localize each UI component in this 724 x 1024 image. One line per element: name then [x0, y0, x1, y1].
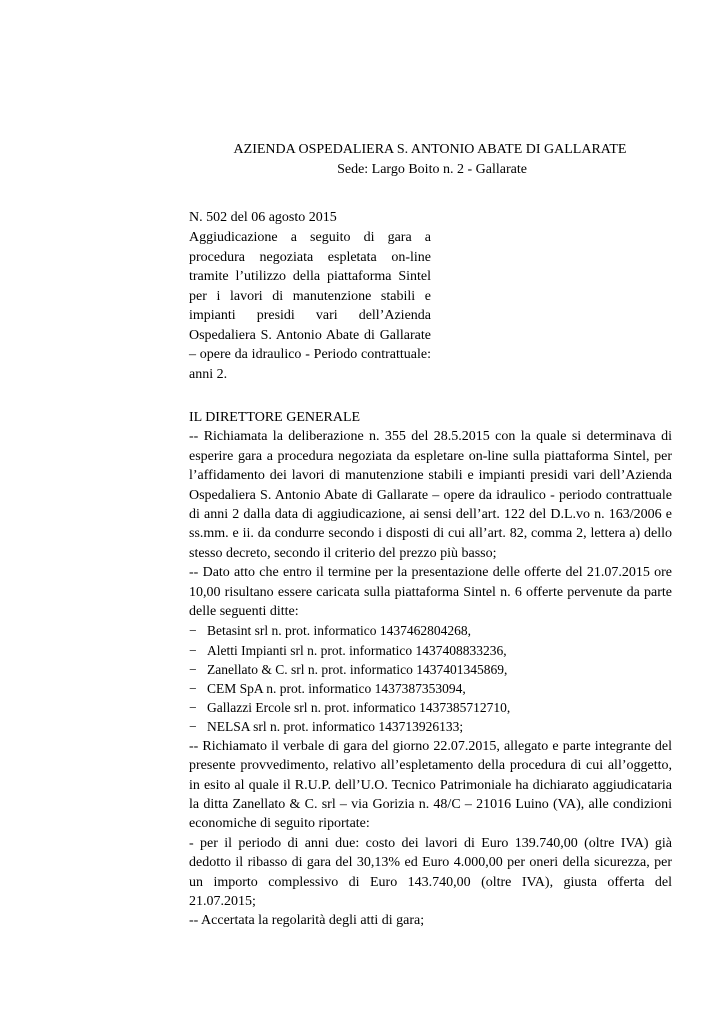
list-item: [189, 679, 672, 698]
hospital-address: Sede: Largo Boito n. 2 - Gallarate: [337, 162, 527, 177]
document-header: [0, 140, 724, 180]
companies-list: [189, 621, 672, 736]
list-marker: −: [189, 642, 197, 658]
list-item: [189, 641, 672, 660]
company-entry: Aletti Impianti srl n. prot. informatico 1437408833236,: [207, 642, 507, 658]
list-marker: −: [189, 700, 197, 716]
company-entry: CEM SpA n. prot. informatico 1437387353094,: [207, 681, 466, 697]
list-marker: −: [189, 661, 197, 677]
list-item: [189, 660, 672, 679]
act-number: N. 502 del 06 agosto 2015: [189, 210, 337, 225]
company-entry: Gallazzi Ercole srl n. prot. informatico 1437385712710,: [207, 700, 511, 716]
hospital-name: AZIENDA OSPEDALIERA S. ANTONIO ABATE DI GALLARATE: [233, 142, 627, 157]
list-item: [189, 621, 672, 640]
company-entry: NELSA srl n. prot. informatico 143713926133;: [207, 719, 464, 735]
list-marker: −: [189, 719, 197, 735]
company-entry: Betasint srl n. prot. informatico 1437462804268,: [207, 623, 471, 639]
act-subject: Aggiudicazione a seguito di gara a procedura negoziata espletata on-line tramite l’utilizzo della piattaforma Sintel per i lavori di manutenzione stabili e impianti presidi vari dell’Azienda Ospedaliera S. Antonio Abate di Gallarate – opere da idraulico - Periodo contrattuale: anni 2.: [189, 230, 431, 382]
list-marker: −: [189, 681, 197, 697]
paragraph-tender-report: -- Richiamato il verbale di gara del giorno 22.07.2015, allegato e parte integrante del presente provvedimento, relativo all’espletamento della procedura di cui all’oggetto, in esito al quale il R.U.P. dell’U.O. Tecnico Patrimoniale ha dichiarato aggiudicataria la ditta Zanellato & C. srl – via Gorizia n. 48/C – 21016 Luino (VA), alle condizioni economiche di seguito riportate:: [189, 738, 672, 832]
list-item: [189, 698, 672, 717]
paragraph-economic-conditions: - per il periodo di anni due: costo dei lavori di Euro 139.740,00 (oltre IVA) già dedotto il ribasso di gara del 30,13% ed Euro 4.000,00 per oneri della sicurezza, per un importo complessivo di Euro 143.740,00 (oltre IVA), giusta offerta del 21.07.2015;: [189, 835, 672, 909]
paragraph-offers: -- Dato atto che entro il termine per la presentazione delle offerte del 21.07.2015 ore 10,00 risultano essere caricata sulla piattaforma Sintel n. 6 offerte pervenute da parte delle seguenti ditte:: [189, 565, 672, 620]
list-item: [189, 717, 672, 736]
paragraph-recalled-deliberation: -- Richiamata la deliberazione n. 355 del 28.5.2015 con la quale si determinava di esperire gara a procedura negoziata da espletare on-line sulla piattaforma Sintel, per l’affidamento dei lavori di manutenzione stabili e impianti presidi vari dell’Azienda Ospedaliera S. Antonio Abate di Gallarate – opere da idraulico - periodo contrattuale di anni 2 dalla data di aggiudicazione, ai sensi dell’art. 122 del D.L.vo n. 163/2006 e ss.mm. e ii. da condurre secondo i disposti di cui all’art. 82, comma 2, lettera a) dello stesso decreto, secondo il criterio del prezzo più basso;: [189, 429, 672, 561]
section-title: IL DIRETTORE GENERALE: [189, 410, 361, 425]
document-body: [189, 408, 672, 931]
company-entry: Zanellato & C. srl n. prot. informatico 1437401345869,: [207, 661, 508, 677]
paragraph-regularity: -- Accertata la regolarità degli atti di gara;: [189, 913, 425, 929]
list-marker: −: [189, 623, 197, 639]
